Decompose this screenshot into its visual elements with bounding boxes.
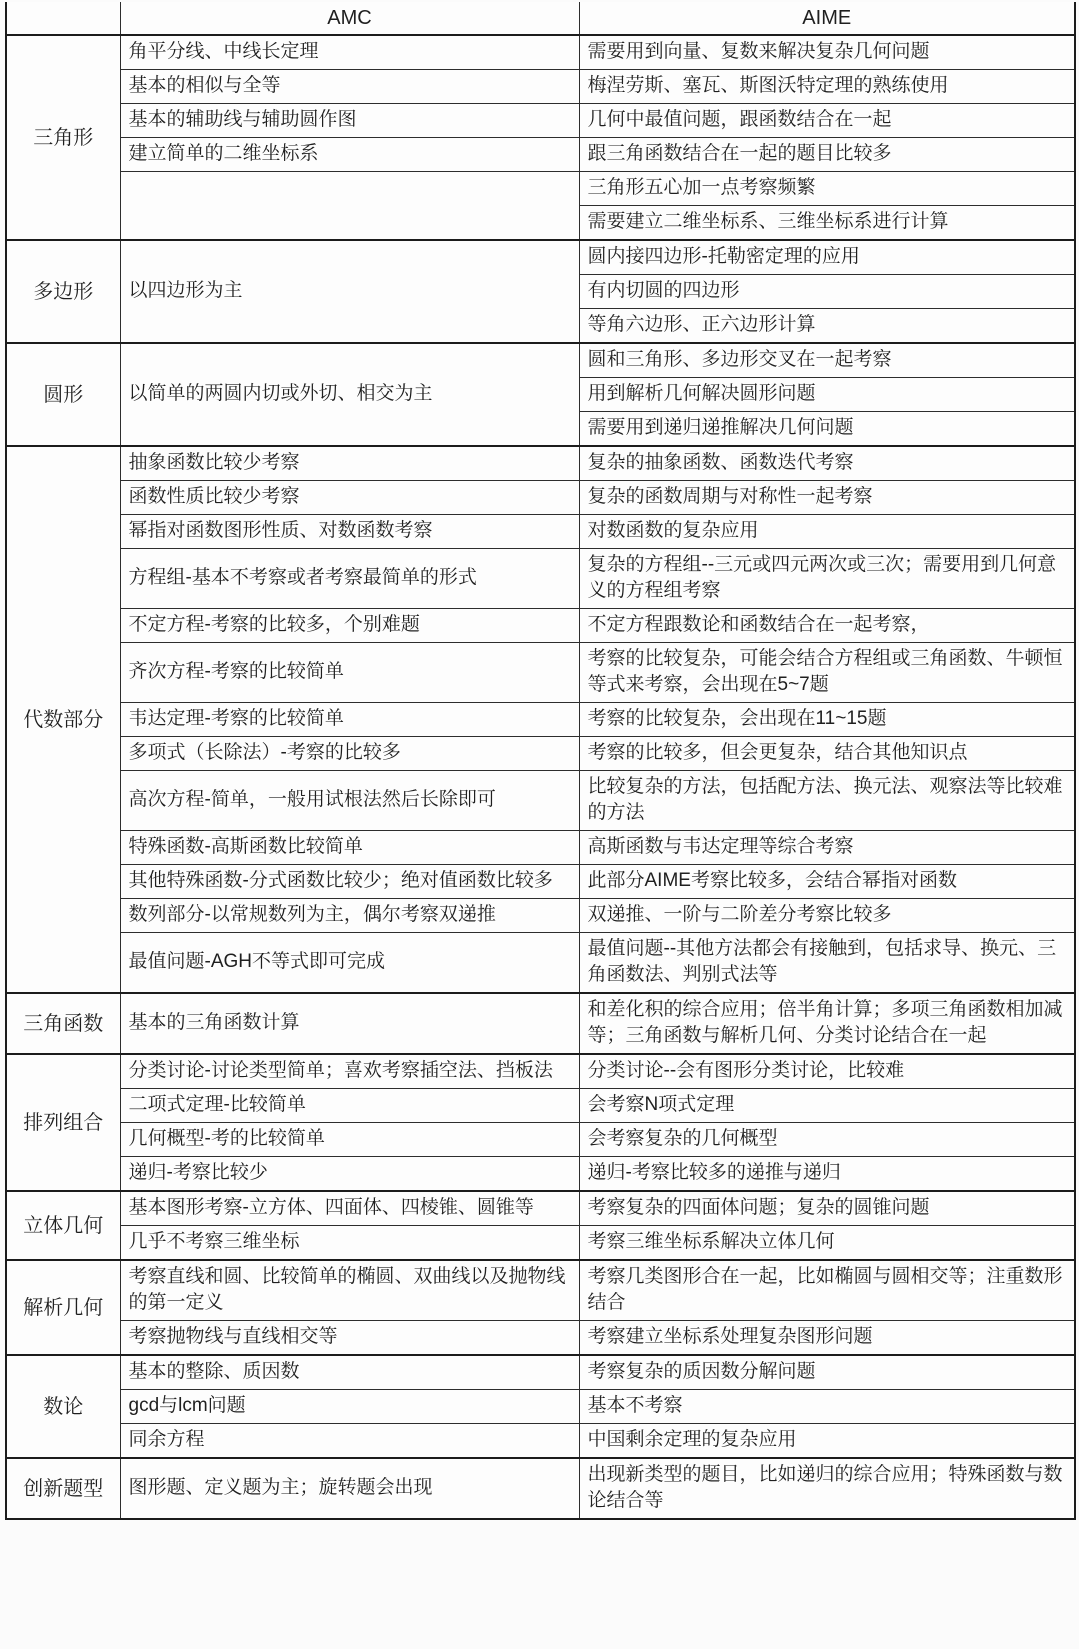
table-row xyxy=(6,643,1075,703)
aime-cell: 几何中最值问题，跟函数结合在一起 xyxy=(579,104,1075,138)
aime-cell: 对数函数的复杂应用 xyxy=(579,515,1075,549)
aime-cell: 考察几类图形合在一起，比如椭圆与圆相交等；注重数形结合 xyxy=(579,1260,1075,1321)
aime-cell: 考察建立坐标系处理复杂图形问题 xyxy=(579,1321,1075,1356)
amc-cell: 基本的三角函数计算 xyxy=(120,993,579,1054)
aime-cell: 复杂的抽象函数、函数迭代考察 xyxy=(579,446,1075,481)
aime-cell: 需要用到递归递推解决几何问题 xyxy=(579,412,1075,447)
aime-cell: 考察的比较复杂，会出现在11~15题 xyxy=(579,703,1075,737)
amc-cell: 以四边形为主 xyxy=(120,240,579,343)
category-cell-solid-geometry: 立体几何 xyxy=(6,1191,120,1260)
aime-cell: 等角六边形、正六边形计算 xyxy=(579,309,1075,344)
table-row xyxy=(6,1157,1075,1192)
table-row xyxy=(6,446,1075,481)
amc-cell: 基本的辅助线与辅助圆作图 xyxy=(120,104,579,138)
table-row xyxy=(6,104,1075,138)
aime-cell: 三角形五心加一点考察频繁 xyxy=(579,172,1075,206)
table-row xyxy=(6,1226,1075,1261)
aime-cell: 双递推、一阶与二阶差分考察比较多 xyxy=(579,899,1075,933)
table-row xyxy=(6,1054,1075,1089)
aime-cell: 需要用到向量、复数来解决复杂几何问题 xyxy=(579,35,1075,70)
amc-cell: 其他特殊函数-分式函数比较少；绝对值函数比较多 xyxy=(120,865,579,899)
amc-cell: 二项式定理-比较简单 xyxy=(120,1089,579,1123)
table-row xyxy=(6,703,1075,737)
amc-cell: 分类讨论-讨论类型简单；喜欢考察插空法、挡板法 xyxy=(120,1054,579,1089)
aime-cell: 考察的比较复杂，可能会结合方程组或三角函数、牛顿恒等式来考察，会出现在5~7题 xyxy=(579,643,1075,703)
aime-cell: 有内切圆的四边形 xyxy=(579,275,1075,309)
amc-cell: 幂指对函数图形性质、对数函数考察 xyxy=(120,515,579,549)
amc-cell-empty xyxy=(120,172,579,241)
amc-cell: 基本图形考察-立方体、四面体、四棱锥、圆锥等 xyxy=(120,1191,579,1226)
category-cell-trig: 三角函数 xyxy=(6,993,120,1054)
category-cell-polygon: 多边形 xyxy=(6,240,120,343)
category-cell-triangle: 三角形 xyxy=(6,35,120,240)
aime-cell: 最值问题--其他方法都会有接触到，包括求导、换元、三角函数法、判别式法等 xyxy=(579,933,1075,994)
aime-cell: 递归-考察比较多的递推与递归 xyxy=(579,1157,1075,1192)
amc-cell: 方程组-基本不考察或者考察最简单的形式 xyxy=(120,549,579,609)
aime-cell: 需要建立二维坐标系、三维坐标系进行计算 xyxy=(579,206,1075,241)
table-row xyxy=(6,1355,1075,1390)
amc-cell: 抽象函数比较少考察 xyxy=(120,446,579,481)
aime-cell: 圆和三角形、多边形交叉在一起考察 xyxy=(579,343,1075,378)
table-row xyxy=(6,831,1075,865)
amc-cell: 以简单的两圆内切或外切、相交为主 xyxy=(120,343,579,446)
category-cell-analytic-geometry: 解析几何 xyxy=(6,1260,120,1355)
category-cell-circle: 圆形 xyxy=(6,343,120,446)
amc-cell: 特殊函数-高斯函数比较简单 xyxy=(120,831,579,865)
table-row xyxy=(6,240,1075,275)
table-row xyxy=(6,515,1075,549)
table-row xyxy=(6,1191,1075,1226)
aime-cell: 基本不考察 xyxy=(579,1390,1075,1424)
aime-cell: 此部分AIME考察比较多，会结合幂指对函数 xyxy=(579,865,1075,899)
table-row xyxy=(6,172,1075,206)
header-aime: AIME xyxy=(579,2,1075,35)
aime-cell: 考察三维坐标系解决立体几何 xyxy=(579,1226,1075,1261)
amc-cell: 建立简单的二维坐标系 xyxy=(120,138,579,172)
amc-cell: 最值问题-AGH不等式即可完成 xyxy=(120,933,579,994)
aime-cell: 分类讨论--会有图形分类讨论，比较难 xyxy=(579,1054,1075,1089)
amc-cell: gcd与lcm问题 xyxy=(120,1390,579,1424)
table-row xyxy=(6,933,1075,994)
aime-cell: 考察复杂的四面体问题；复杂的圆锥问题 xyxy=(579,1191,1075,1226)
aime-cell: 会考察N项式定理 xyxy=(579,1089,1075,1123)
aime-cell: 不定方程跟数论和函数结合在一起考察， xyxy=(579,609,1075,643)
amc-cell: 函数性质比较少考察 xyxy=(120,481,579,515)
table-row xyxy=(6,70,1075,104)
table-row xyxy=(6,865,1075,899)
table-row xyxy=(6,343,1075,378)
table-row xyxy=(6,549,1075,609)
category-cell-number-theory: 数论 xyxy=(6,1355,120,1458)
table-row xyxy=(6,609,1075,643)
amc-cell: 递归-考察比较少 xyxy=(120,1157,579,1192)
table-row xyxy=(6,1260,1075,1321)
amc-cell: 多项式（长除法）-考察的比较多 xyxy=(120,737,579,771)
aime-cell: 复杂的函数周期与对称性一起考察 xyxy=(579,481,1075,515)
aime-cell: 梅涅劳斯、塞瓦、斯图沃特定理的熟练使用 xyxy=(579,70,1075,104)
amc-cell: 基本的相似与全等 xyxy=(120,70,579,104)
amc-cell: 考察抛物线与直线相交等 xyxy=(120,1321,579,1356)
aime-cell: 复杂的方程组--三元或四元两次或三次；需要用到几何意义的方程组考察 xyxy=(579,549,1075,609)
category-cell-innovative-types: 创新题型 xyxy=(6,1458,120,1519)
header-category-blank xyxy=(6,2,120,35)
table-row xyxy=(6,138,1075,172)
header-row xyxy=(6,2,1075,35)
amc-cell: 基本的整除、质因数 xyxy=(120,1355,579,1390)
amc-cell: 几何概型-考的比较简单 xyxy=(120,1123,579,1157)
amc-cell: 考察直线和圆、比较简单的椭圆、双曲线以及抛物线的第一定义 xyxy=(120,1260,579,1321)
amc-cell: 韦达定理-考察的比较简单 xyxy=(120,703,579,737)
aime-cell: 中国剩余定理的复杂应用 xyxy=(579,1424,1075,1459)
amc-cell: 不定方程-考察的比较多，个别难题 xyxy=(120,609,579,643)
aime-cell: 会考察复杂的几何概型 xyxy=(579,1123,1075,1157)
aime-cell: 用到解析几何解决圆形问题 xyxy=(579,378,1075,412)
amc-cell: 齐次方程-考察的比较简单 xyxy=(120,643,579,703)
table-row xyxy=(6,993,1075,1054)
aime-cell: 跟三角函数结合在一起的题目比较多 xyxy=(579,138,1075,172)
table-row xyxy=(6,737,1075,771)
amc-cell: 数列部分-以常规数列为主，偶尔考察双递推 xyxy=(120,899,579,933)
amc-aime-comparison-table xyxy=(5,2,1076,1520)
category-cell-algebra: 代数部分 xyxy=(6,446,120,993)
aime-cell: 比较复杂的方法，包括配方法、换元法、观察法等比较难的方法 xyxy=(579,771,1075,831)
amc-cell: 几乎不考察三维坐标 xyxy=(120,1226,579,1261)
category-cell-combinatorics: 排列组合 xyxy=(6,1054,120,1191)
aime-cell: 考察的比较多，但会更复杂，结合其他知识点 xyxy=(579,737,1075,771)
aime-cell: 考察复杂的质因数分解问题 xyxy=(579,1355,1075,1390)
aime-cell: 和差化积的综合应用；倍半角计算；多项三角函数相加减等；三角函数与解析几何、分类讨论结合在一起 xyxy=(579,993,1075,1054)
header-amc: AMC xyxy=(120,2,579,35)
table-row xyxy=(6,1089,1075,1123)
amc-cell: 高次方程-简单，一般用试根法然后长除即可 xyxy=(120,771,579,831)
table-row xyxy=(6,35,1075,70)
aime-cell: 出现新类型的题目，比如递归的综合应用；特殊函数与数论结合等 xyxy=(579,1458,1075,1519)
aime-cell: 高斯函数与韦达定理等综合考察 xyxy=(579,831,1075,865)
amc-cell: 同余方程 xyxy=(120,1424,579,1459)
table-row xyxy=(6,1390,1075,1424)
amc-cell: 角平分线、中线长定理 xyxy=(120,35,579,70)
amc-cell: 图形题、定义题为主；旋转题会出现 xyxy=(120,1458,579,1519)
table-row xyxy=(6,1123,1075,1157)
table-row xyxy=(6,1458,1075,1519)
table-row xyxy=(6,899,1075,933)
table-row xyxy=(6,1424,1075,1459)
table-row xyxy=(6,481,1075,515)
aime-cell: 圆内接四边形-托勒密定理的应用 xyxy=(579,240,1075,275)
table-row xyxy=(6,771,1075,831)
table-row xyxy=(6,1321,1075,1356)
